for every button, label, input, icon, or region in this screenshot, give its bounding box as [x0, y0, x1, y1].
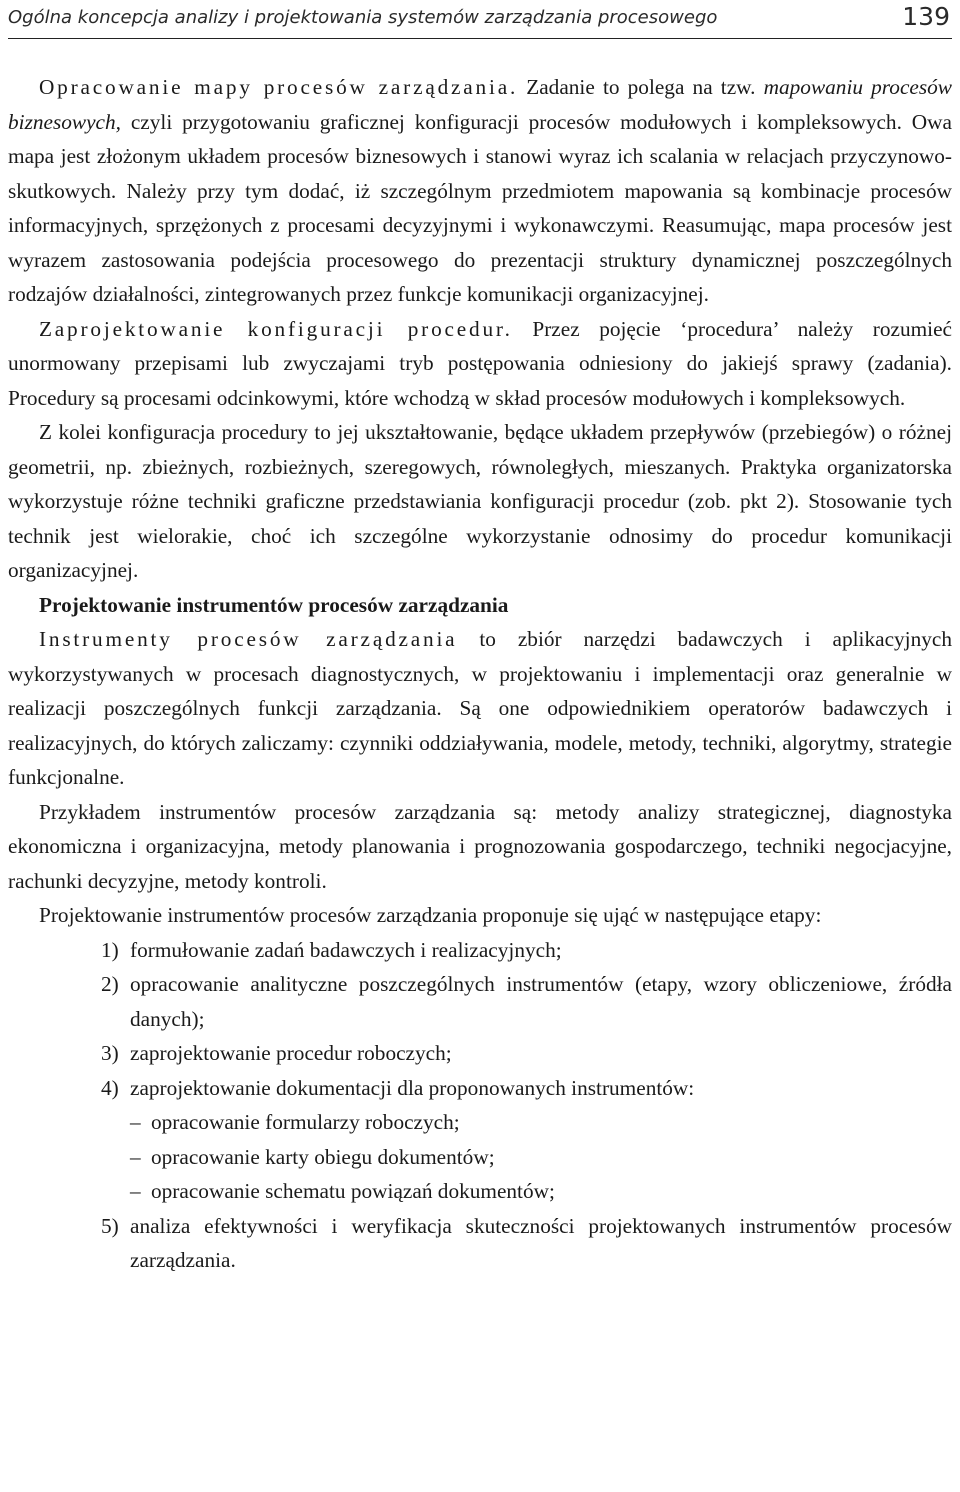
paragraph-text: Owa mapa jest złożonym układem procesów biznesowych i stanowi wyraz ich scalania w relacjach przyczynowo-skutkowych. Należy przy tym dodać, iż szczególnym przedmiotem mapowania są kombinacje procesów informacyjnych, sprzężonych z procesami decyzyjnymi i wykonawczymi. Reasumując, mapa procesów jest wyrazem zastosowania podejścia procesowego do prezentacji struktury dynamicznej poszczególnych rodzajów działalności, zintegrowanych przez funkcje komunikacji organizacyjnej.: [8, 109, 952, 306]
running-title: Ogólna koncepcja analizy i projektowania systemów zarządzania procesowego: [8, 7, 718, 28]
paragraph-procedure-config: [8, 312, 952, 416]
sub-item-text: opracowanie schematu powiązań dokumentów;: [151, 1179, 555, 1203]
list-item-text: zaprojektowanie dokumentacji dla proponowanych instrumentów:: [130, 1075, 695, 1100]
dash-bullet: –: [130, 1144, 141, 1169]
paragraph-text: Przez pojęcie ‘procedura’ należy rozumieć unormowany przepisami lub zwyczajami tryb postępowania odniesiony do jakiejś sprawy (zadania). Procedury są procesami odcinkowymi, które wchodzą w skład procesów modułowych i kompleksowych.: [8, 316, 952, 410]
paragraph-text: to zbiór narzędzi badawczych i aplikacyjnych wykorzystywanych w procesach diagnostycznych, w projektowaniu i implementacji oraz generalnie w realizacji poszczególnych funkcji zarządzania. Są one odpowiednikiem operatorów badawczych i realizacyjnych, do których zaliczamy: czynniki oddziaływania, modele, metody, techniki, algorytmy, strategie funkcjonalne.: [8, 627, 952, 789]
list-item: [8, 967, 952, 1036]
sub-list-item: [8, 1140, 952, 1175]
stages-list: [8, 933, 952, 1278]
list-item-text: opracowanie analityczne poszczególnych instrumentów (etapy, wzory obliczeniowe, źródła danych);: [130, 972, 952, 1031]
italic-term: mapowaniu procesów biznesowych,: [8, 75, 952, 134]
body-text: [8, 70, 952, 1278]
paragraph-stages-intro: Projektowanie instrumentów procesów zarządzania proponuje się ująć w następujące etapy:: [39, 903, 822, 927]
list-number: 1): [101, 937, 119, 962]
spaced-term: Zaprojektowanie konfiguracji procedur.: [39, 316, 513, 341]
section-heading: Projektowanie instrumentów procesów zarządzania: [39, 592, 509, 617]
sub-list-item: [8, 1174, 952, 1209]
list-number: 2): [101, 972, 119, 996]
list-item-text: zaprojektowanie procedur roboczych;: [130, 1041, 452, 1065]
list-item: [8, 933, 952, 968]
dash-bullet: –: [130, 1110, 141, 1134]
page-number: 139: [902, 2, 950, 31]
list-item-text: analiza efektywności i weryfikacja skuteczności projektowanych instrumentów procesów zarządzania.: [130, 1213, 952, 1272]
paragraph-text: czyli przygotowaniu graficznej konfiguracji procesów modułowych i kompleksowych.: [120, 109, 912, 134]
paragraph-procedure-geometry: Z kolei konfiguracja procedury to jej ukształtowanie, będące układem przepływów (przebiegów) o różnej geometrii, np. zbieżnych, rozbieżnych, szeregowych, równoległych, mieszanych. Praktyka organizatorska wykorzystuje różne techniki graficzne przedstawiania konfiguracji procedur (zob. pkt 2). Stosowanie tych technik jest wielorakie, choć ich szczególne wykorzystanie odnosimy do procedur komunikacji organizacyjnej.: [8, 420, 952, 582]
sub-list-item: [8, 1105, 952, 1140]
list-item: [8, 1036, 952, 1071]
spaced-term: Opracowanie mapy procesów zarządzania.: [39, 75, 519, 99]
list-number: 4): [101, 1075, 119, 1100]
sub-item-text: opracowanie formularzy roboczych;: [151, 1110, 460, 1134]
list-number: 5): [101, 1213, 119, 1238]
list-item: [8, 1071, 952, 1106]
sub-item-text: opracowanie karty obiegu dokumentów;: [151, 1144, 495, 1169]
list-item-text: formułowanie zadań badawczych i realizacyjnych;: [130, 937, 562, 962]
paragraph-examples: Przykładem instrumentów procesów zarządzania są: metody analizy strategicznej, diagnostyka ekonomiczna i organizacyjna, metody planowania i prognozowania gospodarczego, techniki negocjacyjne, rachunki decyzyjne, metody kontroli.: [8, 799, 952, 893]
list-item: [8, 1209, 952, 1278]
paragraph-text: Zadanie to polega na tzw.: [518, 75, 764, 99]
list-number: 3): [101, 1041, 119, 1065]
paragraph-process-map: [8, 70, 952, 312]
paragraph-instruments: [8, 622, 952, 795]
spaced-term: Instrumenty procesów zarządzania: [39, 627, 458, 651]
running-header: [8, 2, 952, 39]
dash-bullet: –: [130, 1179, 141, 1203]
